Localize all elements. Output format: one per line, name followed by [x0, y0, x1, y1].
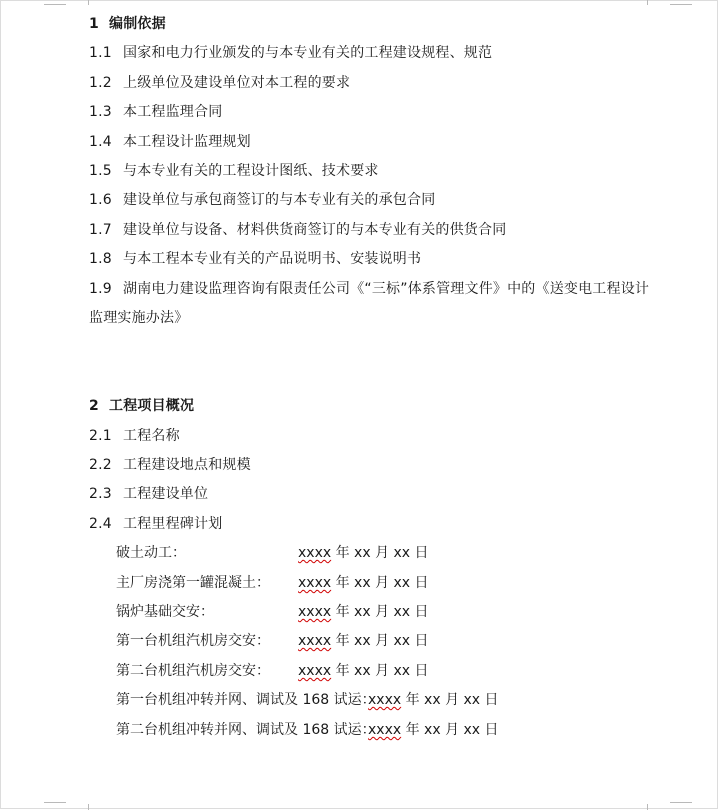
list-item-continuation: 监理实施办法》 [89, 310, 189, 326]
crop-mark [44, 802, 66, 803]
list-item: 1.5 与本专业有关的工程设计图纸、技术要求 [89, 163, 379, 179]
milestone-row: 第二台机组汽机房交安： xxxx 年 xx 月 xx 日 [116, 663, 429, 679]
milestone-row: 主厂房浇第一罐混凝土： xxxx 年 xx 月 xx 日 [116, 575, 429, 591]
milestone-row: 破土动工： xxxx 年 xx 月 xx 日 [116, 545, 429, 561]
milestone-row: 第一台机组冲转并网、调试及 168 试运： xxxx 年 xx 月 xx 日 [116, 692, 499, 708]
list-item: 1.8 与本工程本专业有关的产品说明书、安装说明书 [89, 251, 422, 267]
milestone-date: xxxx 年 xx 月 xx 日 [298, 545, 429, 561]
list-item: 2.2 工程建设地点和规模 [89, 457, 251, 473]
crop-mark [670, 4, 692, 5]
list-item: 1.9 湖南电力建设监理咨询有限责任公司《“三标”体系管理文件》中的《送变电工程设计 [89, 281, 650, 297]
milestone-row: 第二台机组冲转并网、调试及 168 试运： xxxx 年 xx 月 xx 日 [116, 722, 499, 738]
milestone-date: xxxx 年 xx 月 xx 日 [368, 692, 499, 708]
milestone-date: xxxx 年 xx 月 xx 日 [298, 575, 429, 591]
milestone-date: xxxx 年 xx 月 xx 日 [298, 663, 429, 679]
crop-mark [647, 804, 670, 810]
milestone-date: xxxx 年 xx 月 xx 日 [298, 633, 429, 649]
list-item: 1.6 建设单位与承包商签订的与本专业有关的承包合同 [89, 192, 436, 208]
list-item: 1.7 建设单位与设备、材料供货商签订的与本专业有关的供货合同 [89, 222, 507, 238]
list-item: 2.3 工程建设单位 [89, 486, 209, 502]
crop-mark [670, 802, 692, 803]
list-item: 1.4 本工程设计监理规划 [89, 134, 251, 150]
crop-mark [66, 0, 89, 5]
milestone-date: xxxx 年 xx 月 xx 日 [298, 604, 429, 620]
list-item: 1.2 上级单位及建设单位对本工程的要求 [89, 75, 351, 91]
milestone-date: xxxx 年 xx 月 xx 日 [368, 722, 499, 738]
section-heading: 2 工程项目概况 [89, 398, 195, 414]
crop-mark [66, 804, 89, 810]
section-heading: 1 编制依据 [89, 16, 166, 32]
list-item: 1.3 本工程监理合同 [89, 104, 223, 120]
list-item: 2.4 工程里程碑计划 [89, 516, 223, 532]
crop-mark [647, 0, 670, 5]
list-item: 1.1 国家和电力行业颁发的与本专业有关的工程建设规程、规范 [89, 45, 493, 61]
crop-mark [44, 4, 66, 5]
list-item: 2.1 工程名称 [89, 428, 180, 444]
milestone-row: 第一台机组汽机房交安： xxxx 年 xx 月 xx 日 [116, 633, 429, 649]
milestone-row: 锅炉基础交安： xxxx 年 xx 月 xx 日 [116, 604, 429, 620]
